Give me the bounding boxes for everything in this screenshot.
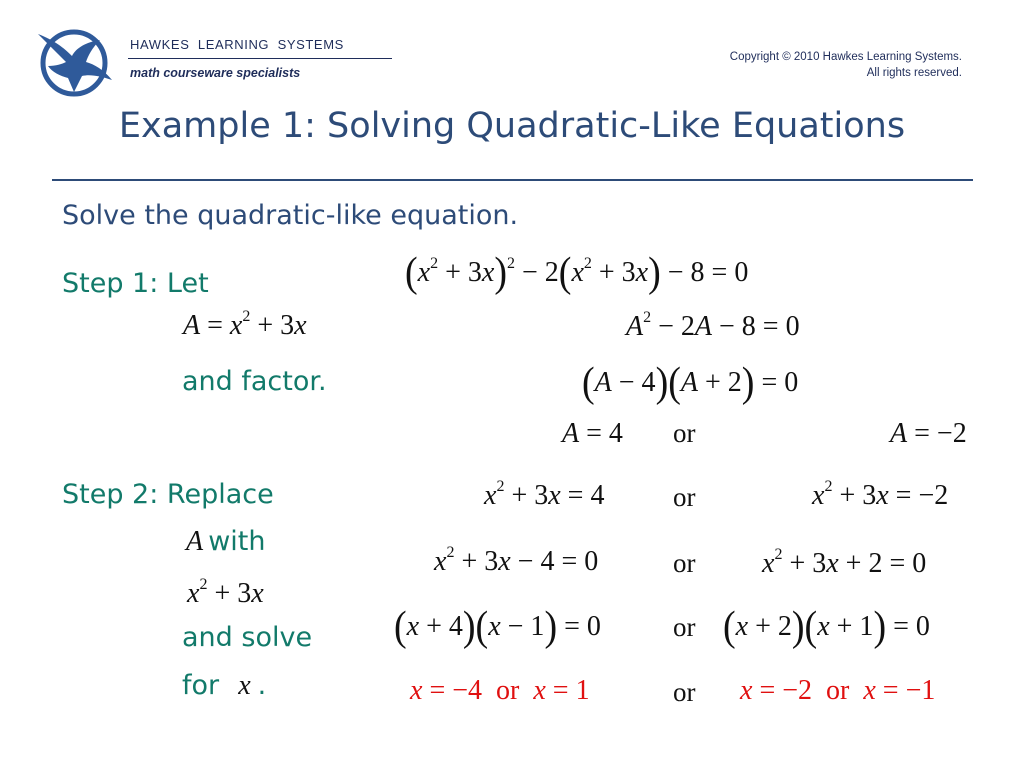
step2-for-row: for x .: [182, 670, 267, 701]
replace-eq-right: $x^2 + 3x = -2$: [812, 478, 949, 511]
instruction-text: Solve the quadratic-like equation.: [62, 200, 519, 231]
copyright-line-1: Copyright © 2010 Hawkes Learning Systems.: [729, 51, 962, 63]
solutions-right: x = −2 or x = −1: [740, 675, 936, 706]
or-label: or: [673, 548, 696, 578]
a-equals-neg-2: A = −2: [890, 418, 967, 449]
or-label: or: [673, 418, 696, 448]
copyright-line-2: All rights reserved.: [866, 67, 962, 79]
step1-and-factor: and factor.: [182, 366, 327, 397]
factored-left: (x + 4)(x − 1) = 0: [394, 603, 601, 651]
step2-with: with: [208, 526, 266, 557]
or-label: or: [673, 612, 696, 642]
brand-divider: [128, 58, 392, 59]
brand-name: HAWKES LEARNING SYSTEMS: [130, 37, 344, 52]
eagle-logo-icon: [34, 26, 118, 98]
step2-for: for: [182, 670, 220, 701]
step1-substitution: $A = x^2 + 3x$: [183, 308, 307, 341]
factored-equation: (A − 4)(A + 2) = 0: [582, 359, 799, 407]
or-label: or: [673, 677, 696, 707]
title-divider: [52, 179, 973, 181]
step2-expression: $x^2 + 3x$: [187, 576, 264, 609]
slide-title: Example 1: Solving Quadratic-Like Equations: [118, 106, 906, 146]
replace-eq-left: $x^2 + 3x = 4$: [484, 478, 605, 511]
step2-and-solve: and solve: [182, 622, 313, 653]
copyright-notice: [730, 49, 962, 81]
original-equation: $(x^2 + 3x)^2 - 2(x^2 + 3x) - 8 = 0$: [405, 249, 749, 297]
or-label: or: [673, 482, 696, 512]
step2-period: .: [257, 670, 267, 701]
brand-tagline: math courseware specialists: [130, 66, 301, 80]
step2-label: Step 2: Replace: [62, 479, 274, 510]
solutions-left: x = −4 or x = 1: [410, 675, 590, 706]
step2-with-row: A with: [186, 526, 266, 557]
standard-form-right: $x^2 + 3x + 2 = 0$: [762, 546, 927, 579]
substituted-equation: $A^2 - 2A - 8 = 0$: [626, 309, 800, 342]
standard-form-left: $x^2 + 3x - 4 = 0$: [434, 544, 599, 577]
a-equals-4: A = 4: [562, 418, 623, 449]
factored-right: (x + 2)(x + 1) = 0: [723, 603, 930, 651]
step1-label: Step 1: Let: [62, 268, 209, 299]
